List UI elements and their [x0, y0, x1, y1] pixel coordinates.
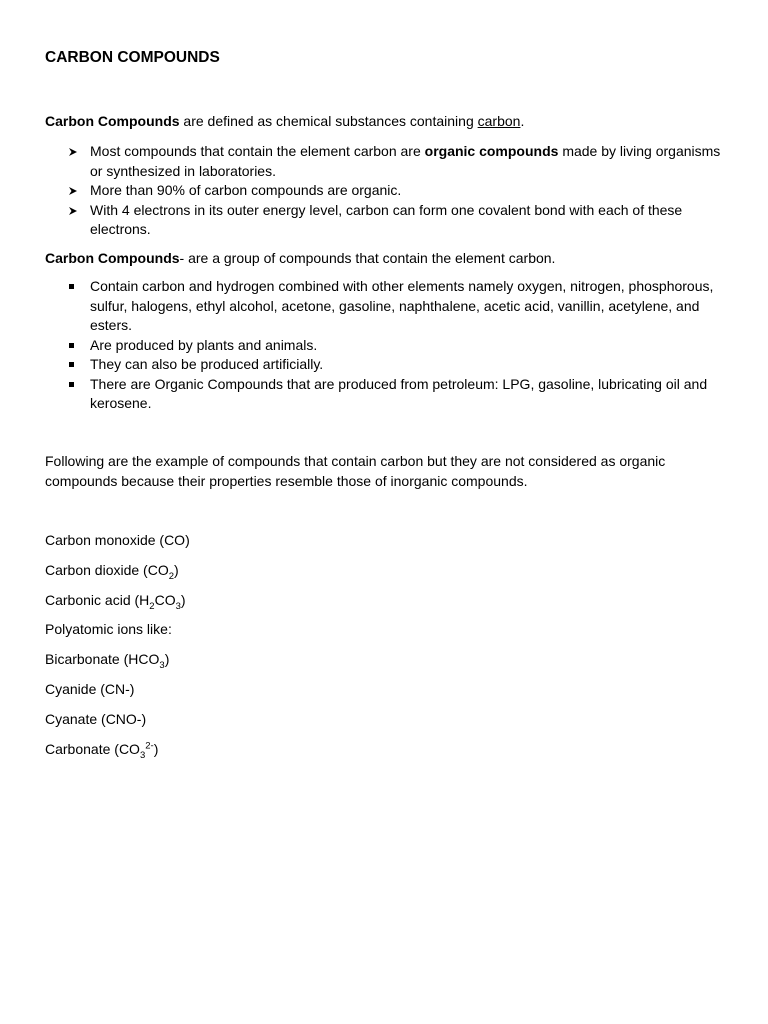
formula: CO	[118, 740, 140, 757]
list-item	[45, 181, 725, 201]
paren: )	[185, 532, 190, 548]
square-bullet-icon	[69, 343, 74, 348]
definition-end: .	[520, 113, 525, 129]
arrow-bullet-icon	[68, 186, 78, 196]
paren: )	[164, 651, 170, 668]
formula: HCO	[128, 651, 160, 668]
list-item-bold: organic compounds	[424, 143, 559, 159]
list-item	[45, 336, 725, 356]
example-carbonic-acid	[45, 591, 725, 621]
square-bullet-icon	[69, 362, 74, 367]
example-name: Carbonate (	[45, 740, 119, 757]
list-item	[45, 201, 725, 240]
example-name: Carbonic acid (	[45, 591, 140, 608]
list-item-text: There are Organic Compounds that are produced from petroleum: LPG, gasoline, lubricating oil and kerosene.	[90, 375, 708, 411]
example-cyanate: Cyanate (CNO-)	[45, 710, 147, 727]
definition-text: are defined as chemical substances containing	[179, 113, 478, 129]
example-carbon-dioxide	[45, 561, 725, 591]
example-name: Carbon monoxide (	[45, 532, 165, 548]
subscript: 3	[139, 749, 146, 761]
formula: CO	[154, 591, 176, 608]
example-cyanide: Cyanide (CN-)	[45, 680, 135, 697]
list-item-text: With 4 electrons in its outer energy level, carbon can form one covalent bond with each of these electrons.	[90, 201, 683, 237]
definition-paragraph	[45, 112, 725, 132]
example-name: Bicarbonate (	[45, 651, 129, 668]
paren: )	[153, 740, 159, 757]
arrow-bullet-icon	[68, 147, 78, 157]
subscript: 2	[168, 570, 175, 582]
example-bicarbonate	[45, 650, 725, 680]
list-item-text: Are produced by plants and animals.	[90, 336, 318, 353]
paren: )	[180, 591, 186, 608]
formula: H	[139, 591, 150, 608]
definition2-term: Carbon Compounds	[45, 250, 180, 266]
list-item	[45, 355, 725, 375]
square-list	[45, 277, 725, 414]
definition-paragraph-2	[45, 249, 725, 269]
square-bullet-icon	[69, 284, 74, 289]
following-paragraph: Following are the example of compounds that contain carbon but they are not considered as organic compounds because their properties resemble those of inorganic compounds.	[45, 453, 666, 489]
arrow-list	[45, 142, 725, 240]
formula: CO	[147, 561, 169, 578]
list-item	[45, 375, 725, 414]
list-item	[45, 142, 725, 181]
definition-term: Carbon Compounds	[45, 113, 180, 129]
superscript: 2-	[145, 739, 154, 751]
list-item-text: They can also be produced artificially.	[90, 356, 324, 372]
example-carbonate	[45, 740, 725, 770]
subscript: 3	[159, 659, 165, 671]
polyatomic-heading: Polyatomic ions like:	[45, 621, 172, 638]
example-carbon-monoxide	[45, 531, 725, 561]
formula: CO	[164, 532, 186, 548]
example-name: Carbon dioxide (	[45, 561, 148, 578]
subscript: 2	[149, 600, 155, 612]
page-title: CARBON COMPOUNDS	[45, 49, 220, 66]
examples-list	[45, 531, 725, 769]
carbon-link[interactable]: carbon	[477, 113, 521, 129]
paren: )	[174, 561, 179, 578]
list-item-text: Most compounds that contain the element carbon are	[90, 143, 425, 159]
subscript: 3	[175, 600, 181, 612]
list-item-text: made by living organisms or synthesized in laboratories.	[90, 143, 721, 179]
list-item-text: More than 90% of carbon compounds are organic.	[90, 182, 402, 198]
list-item-text: Contain carbon and hydrogen combined with other elements namely oxygen, nitrogen, phosphorous, sulfur, halogens, ethyl alcohol, acetone, gasoline, naphthalene, acetic acid, vanillin, acetylene, and esters.	[90, 278, 714, 333]
square-bullet-icon	[69, 382, 74, 387]
definition2-text: - are a group of compounds that contain the element carbon.	[179, 250, 556, 266]
list-item	[45, 277, 725, 336]
arrow-bullet-icon	[68, 206, 78, 216]
